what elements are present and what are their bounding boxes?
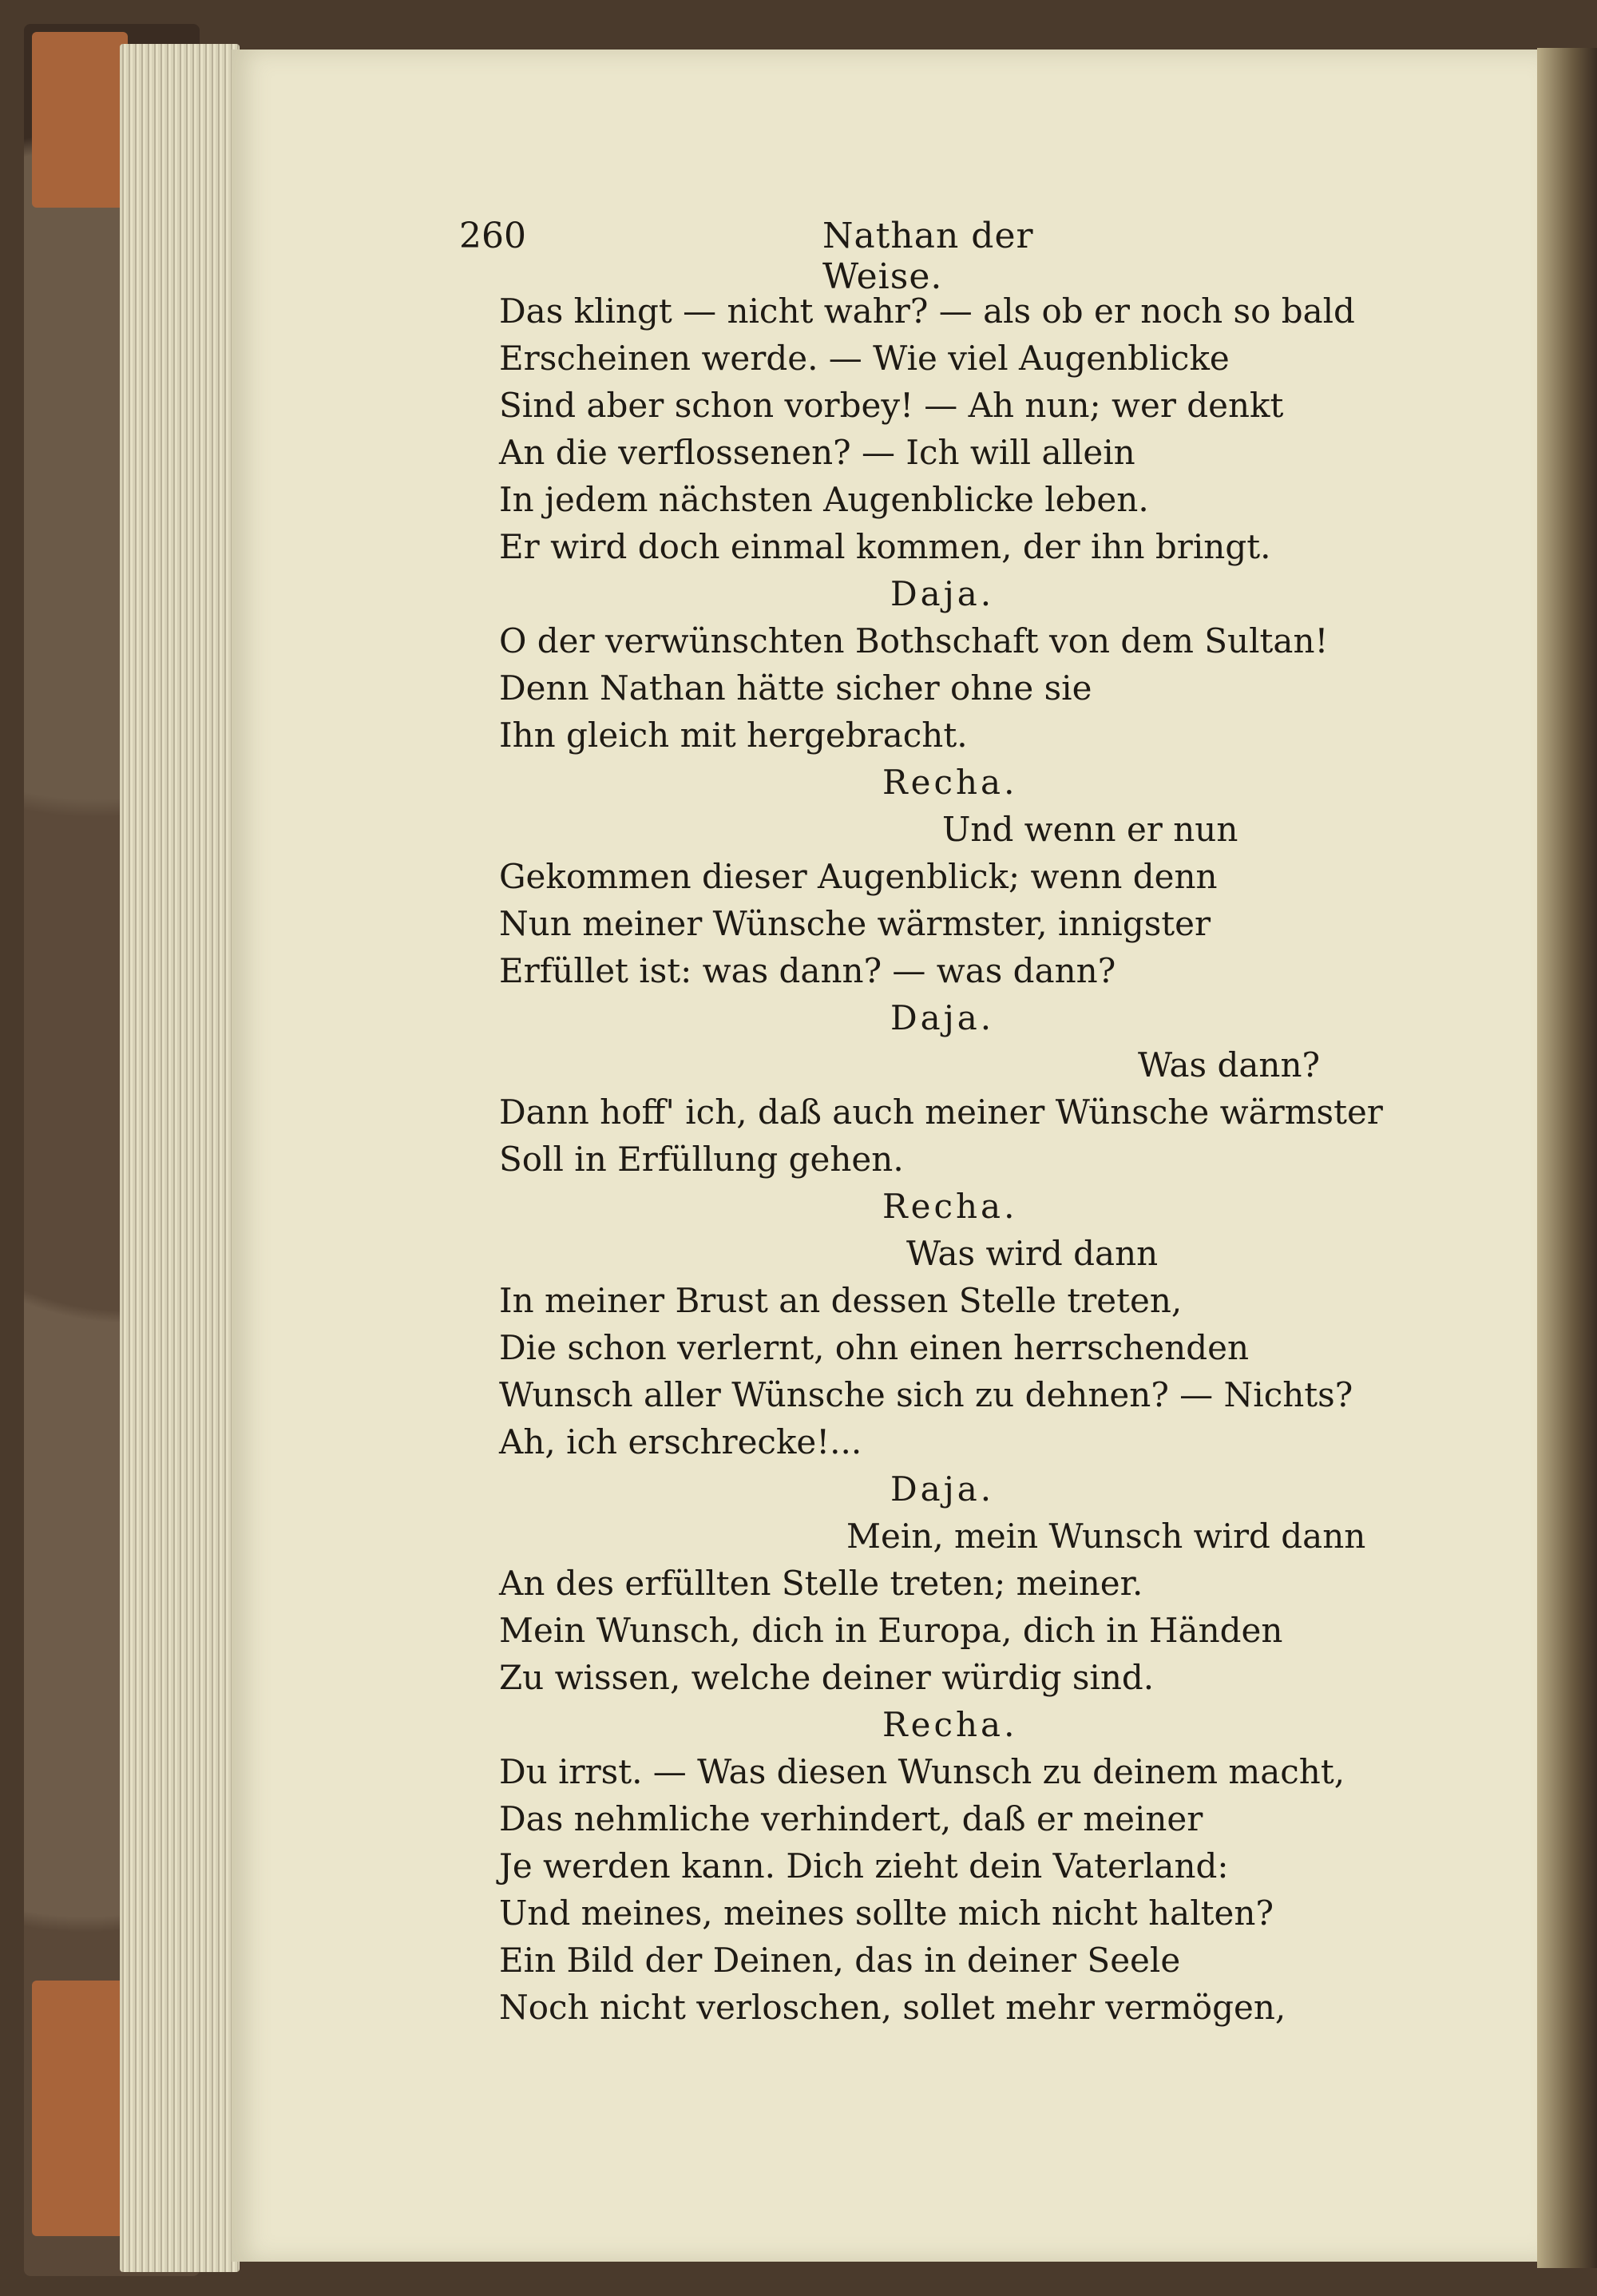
line-text: Daja.: [890, 998, 995, 1037]
verse-line: [499, 335, 1457, 382]
line-text: In jedem nächsten Augenblicke leben.: [499, 480, 1149, 519]
speaker-name: [499, 1183, 1457, 1230]
running-title: Nathan der Weise.: [822, 216, 1034, 297]
line-text: Und wenn er nun: [942, 810, 1238, 849]
verse-line: [499, 1089, 1457, 1136]
verse-line: [499, 1513, 1457, 1560]
verse-line: [499, 1984, 1457, 2031]
speaker-name: [499, 570, 1457, 617]
line-text: Nun meiner Wünsche wärmster, innigster: [499, 904, 1211, 943]
verse-line: [499, 382, 1457, 429]
verse-line: [499, 523, 1457, 570]
verse-line: [499, 476, 1457, 523]
verse-line: [499, 853, 1457, 900]
line-text: In meiner Brust an dessen Stelle treten,: [499, 1281, 1183, 1320]
line-text: Sind aber schon vorbey! — Ah nun; wer denkt: [499, 386, 1284, 425]
verse-line: [499, 1418, 1457, 1465]
verse-line: [499, 1890, 1457, 1937]
line-text: Das klingt — nicht wahr? — als ob er noch so bald: [499, 291, 1355, 331]
verse-line: [499, 900, 1457, 947]
verse-line: [499, 664, 1457, 712]
line-text: Ihn gleich mit hergebracht.: [499, 716, 968, 755]
line-text: Mein, mein Wunsch wird dann: [846, 1517, 1366, 1556]
verse-line: [499, 1842, 1457, 1890]
line-text: Recha.: [882, 1705, 1018, 1744]
verse-line: [499, 1654, 1457, 1701]
line-text: Das nehmliche verhindert, daß er meiner: [499, 1799, 1203, 1838]
line-text: Ah, ich erschrecke!...: [499, 1422, 862, 1461]
line-text: Recha.: [882, 763, 1018, 802]
line-text: Zu wissen, welche deiner würdig sind.: [499, 1658, 1155, 1697]
page-edges: [120, 44, 240, 2272]
line-text: Und meines, meines sollte mich nicht halten?: [499, 1894, 1274, 1933]
line-text: Was wird dann: [906, 1234, 1159, 1273]
verse-line: [499, 806, 1457, 853]
verse-text: [499, 287, 1457, 2031]
verse-line: [499, 1937, 1457, 1984]
leather-corner-bottom: [32, 1981, 128, 2236]
line-text: Er wird doch einmal kommen, der ihn bringt.: [499, 527, 1271, 566]
verse-line: [499, 1560, 1457, 1607]
line-text: Erfüllet ist: was dann? — was dann?: [499, 951, 1116, 990]
line-text: Erscheinen werde. — Wie viel Augenblicke: [499, 339, 1230, 378]
verse-line: [499, 1607, 1457, 1654]
verse-line: [499, 1324, 1457, 1371]
speaker-name: [499, 1465, 1457, 1513]
line-text: Daja.: [890, 574, 995, 613]
line-text: Soll in Erfüllung gehen.: [499, 1140, 904, 1179]
line-text: An des erfüllten Stelle treten; meiner.: [499, 1564, 1143, 1603]
line-text: An die verflossenen? — Ich will allein: [499, 433, 1135, 472]
book-gutter: [1537, 48, 1597, 2268]
leather-corner-top: [32, 32, 128, 208]
verse-line: [499, 712, 1457, 759]
verse-line: [499, 1230, 1457, 1277]
page-number: 260: [459, 216, 526, 256]
verse-line: [499, 617, 1457, 664]
verse-line: [499, 1136, 1457, 1183]
line-text: Die schon verlernt, ohn einen herrschenden: [499, 1328, 1249, 1367]
line-text: Je werden kann. Dich zieht dein Vaterland:: [499, 1846, 1229, 1886]
speaker-name: [499, 994, 1457, 1041]
verse-line: [499, 1795, 1457, 1842]
verse-line: [499, 1041, 1457, 1089]
line-text: Wunsch aller Wünsche sich zu dehnen? — Nichts?: [499, 1375, 1353, 1414]
verse-line: [499, 429, 1457, 476]
line-text: Du irrst. — Was diesen Wunsch zu deinem macht,: [499, 1752, 1345, 1791]
line-text: Mein Wunsch, dich in Europa, dich in Händen: [499, 1611, 1283, 1650]
verse-line: [499, 287, 1457, 335]
verse-line: [499, 947, 1457, 994]
verse-line: [499, 1371, 1457, 1418]
line-text: O der verwünschten Bothschaft von dem Sultan!: [499, 621, 1329, 660]
speaker-name: [499, 1701, 1457, 1748]
line-text: Gekommen dieser Augenblick; wenn denn: [499, 857, 1218, 896]
speaker-name: [499, 759, 1457, 806]
verse-line: [499, 1748, 1457, 1795]
page-header: [459, 216, 1082, 297]
line-text: Recha.: [882, 1187, 1018, 1226]
line-text: Dann hoff' ich, daß auch meiner Wünsche wärmster: [499, 1092, 1383, 1132]
line-text: Was dann?: [1138, 1045, 1321, 1085]
line-text: Ein Bild der Deinen, das in deiner Seele: [499, 1941, 1181, 1980]
line-text: Denn Nathan hätte sicher ohne sie: [499, 668, 1092, 708]
line-text: Daja.: [890, 1469, 995, 1509]
verse-line: [499, 1277, 1457, 1324]
line-text: Noch nicht verloschen, sollet mehr vermögen,: [499, 1988, 1286, 2027]
